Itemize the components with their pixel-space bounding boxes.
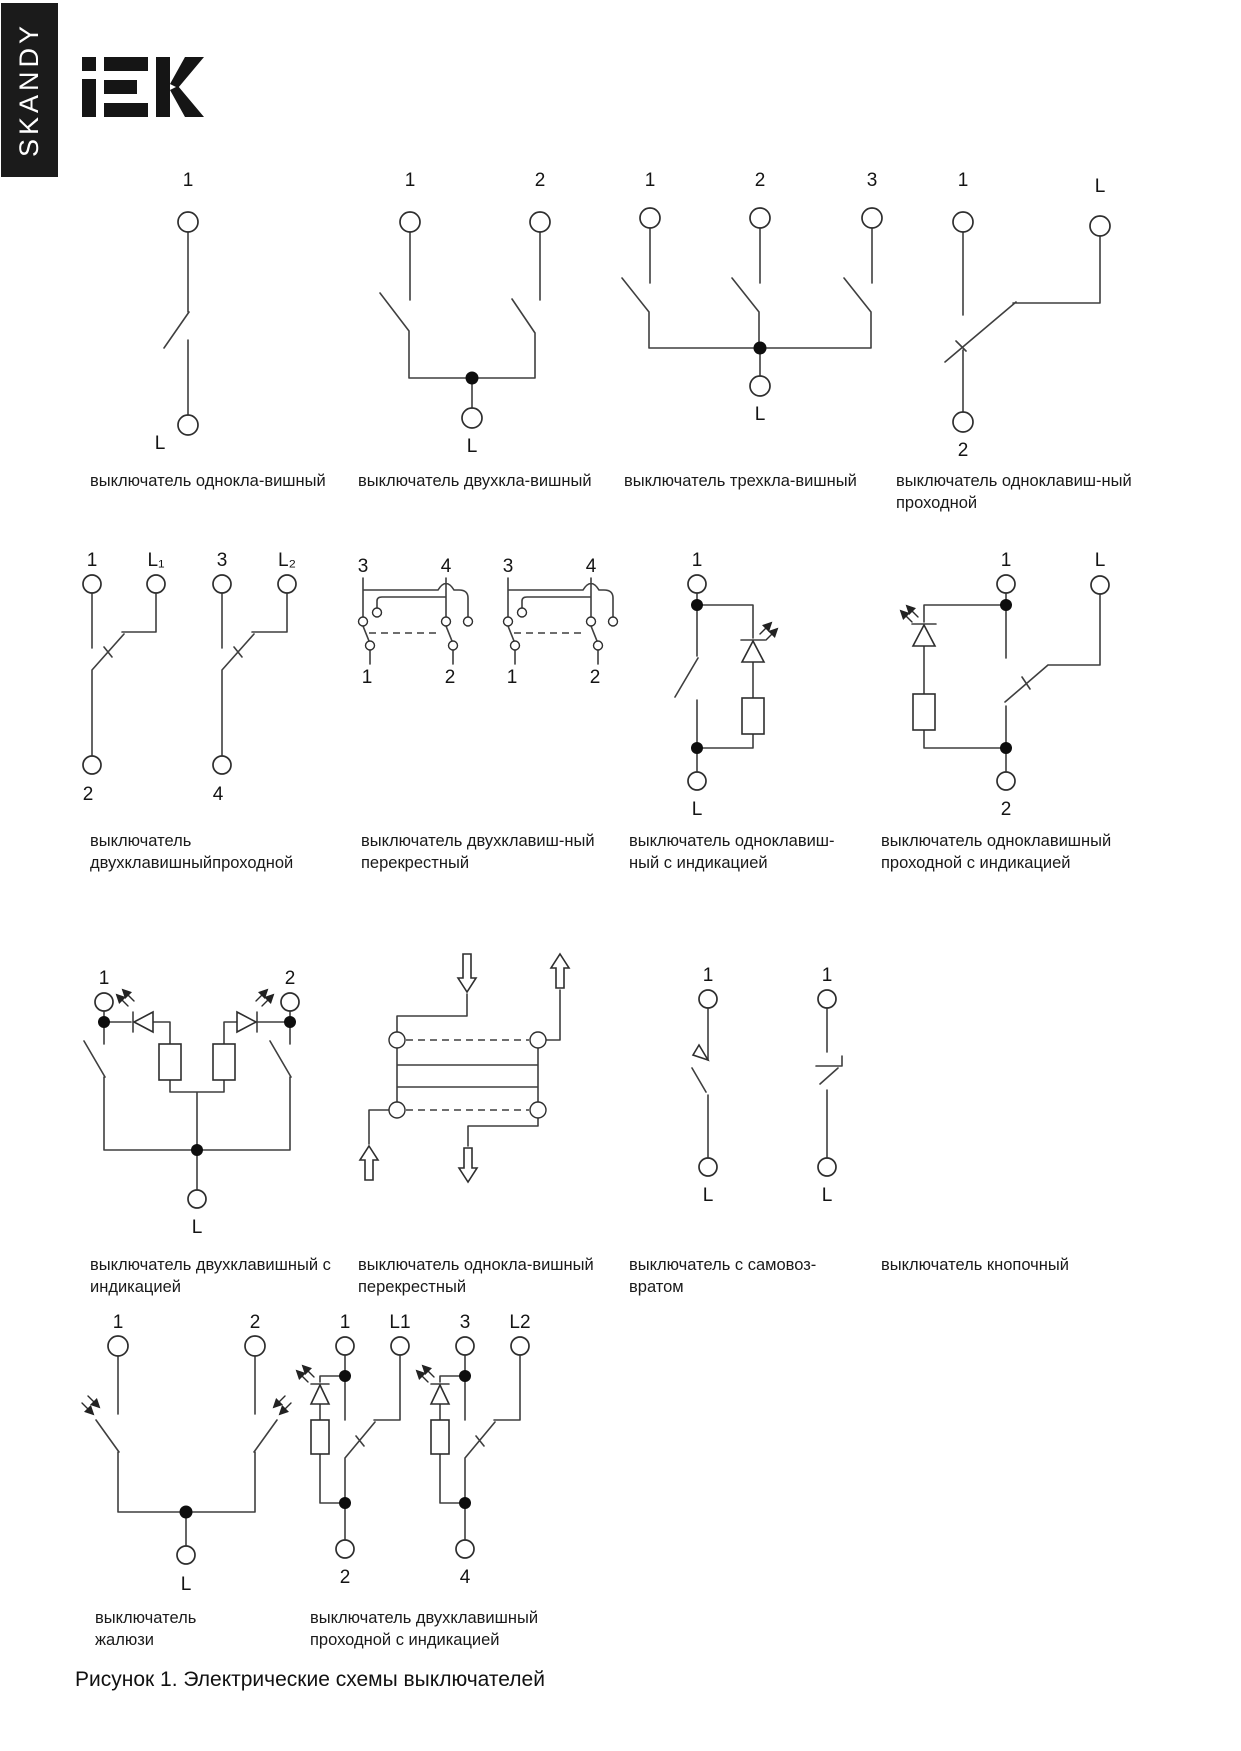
schematic-momentary-switch [692, 965, 717, 1206]
schematic-2-gang-switch [380, 170, 550, 457]
resistor [742, 698, 764, 734]
contact-circle [442, 617, 451, 626]
led-icon [134, 1012, 153, 1032]
contact-circle [366, 641, 375, 650]
caption-line: жалюзи [95, 1631, 154, 1649]
wires [369, 990, 560, 1146]
wires [675, 593, 765, 772]
schematic-1-gang-crossover-switch [360, 954, 569, 1182]
junction-dot [339, 1497, 351, 1509]
caption-line: выключатель однокла-вишный [90, 472, 326, 490]
actuation-arrow-icon [82, 1403, 93, 1414]
diagram-caption [881, 830, 1111, 874]
schematic-2-gang-switch-indicator [84, 968, 299, 1238]
caption-line: выключатель двухклавиш-ный [361, 832, 595, 850]
led-icon [431, 1385, 449, 1404]
terminal-circle [391, 1337, 409, 1355]
caption-line: проходной [896, 494, 978, 512]
wires [508, 578, 613, 664]
terminal-circle [177, 1546, 195, 1564]
caption-line: выключатель двухклавишный [310, 1609, 539, 1627]
terminal-circle [997, 772, 1015, 790]
junction-dot [1000, 742, 1012, 754]
schematic-2-gang-2way-switch-indicator [297, 1312, 531, 1588]
junction-dot [459, 1497, 471, 1509]
terminal-label: L [821, 1185, 833, 1206]
terminal-circle [511, 1337, 529, 1355]
junction-dot [284, 1016, 296, 1028]
resistor [159, 1044, 181, 1080]
caption-line: проходной с индикацией [310, 1631, 500, 1649]
junction-dot [339, 1370, 351, 1382]
diagram-caption [896, 470, 1132, 514]
terminal-circle [83, 575, 101, 593]
caption-line: выключатель [90, 832, 192, 850]
terminal-label: 1 [506, 667, 518, 688]
led-ray-icon [297, 1371, 308, 1382]
caption-line: перекрестный [361, 854, 470, 872]
junction-dot [180, 1506, 193, 1519]
terminal-label: 2 [534, 170, 546, 191]
caption-line: выключатель одноклавишный [881, 832, 1112, 850]
wires [945, 232, 1100, 412]
terminal-circle [1091, 576, 1109, 594]
terminal-circle [400, 212, 420, 232]
terminal-label: 2 [82, 784, 94, 805]
junction-dot [466, 372, 479, 385]
schematic-1-gang-2way-switch [945, 170, 1110, 461]
diagram-caption [361, 830, 595, 874]
caption-line: выключатель одноклавиш- [629, 832, 835, 850]
schematic-2-gang-2way-switch [83, 550, 296, 805]
terminal-label: L [191, 1217, 203, 1238]
resistor [431, 1420, 449, 1454]
terminal-label: 2 [249, 1312, 261, 1333]
caption-line: выключатель однокла-вишный [358, 1256, 594, 1274]
schematic-1-gang-2way-switch-indicator [901, 550, 1109, 820]
terminal-circle [953, 212, 973, 232]
resistor [311, 1420, 329, 1454]
terminal-circle [281, 993, 299, 1011]
caption-line: выключатель двухкла-вишный [358, 472, 592, 490]
contact-circle [530, 1102, 546, 1118]
junction-dot [754, 342, 767, 355]
led-icon [311, 1385, 329, 1404]
terminal-label: L [1094, 550, 1106, 571]
schematic-1-gang-switch [155, 170, 198, 454]
terminal-circle [108, 1336, 128, 1356]
terminal-label: 1 [691, 550, 703, 571]
terminal-circle [688, 772, 706, 790]
terminal-label: 4 [459, 1567, 471, 1588]
caption-line: вратом [629, 1278, 684, 1296]
terminal-label: 1 [957, 170, 969, 191]
diagram-caption [95, 1607, 196, 1651]
wires [622, 228, 872, 376]
terminal-circle [750, 376, 770, 396]
diagram-caption [310, 1607, 538, 1651]
terminal-label: L₁ [147, 550, 165, 571]
terminal-circle [245, 1336, 265, 1356]
diagram-caption [90, 470, 326, 492]
actuation-arrow-icon [88, 1396, 99, 1407]
terminal-label: L [754, 404, 766, 425]
contact-circle [504, 617, 513, 626]
terminal-label: 1 [112, 1312, 124, 1333]
terminal-circle [699, 1158, 717, 1176]
terminal-circle [456, 1540, 474, 1558]
terminal-circle [818, 990, 836, 1008]
caption-line: индикацией [90, 1278, 181, 1296]
terminal-label: 1 [404, 170, 416, 191]
terminal-circle [862, 208, 882, 228]
led-ray-icon [417, 1371, 428, 1382]
terminal-circle [188, 1190, 206, 1208]
led-icon [913, 625, 935, 646]
terminal-label: 4 [212, 784, 224, 805]
resistor [213, 1044, 235, 1080]
led-ray-icon [423, 1366, 434, 1377]
caption-line: выключатель одноклавиш-ный [896, 472, 1132, 490]
schematic-3-gang-switch [622, 170, 882, 425]
terminal-label: L [702, 1185, 714, 1206]
series-name: SKANDY [14, 22, 44, 158]
terminal-label: 4 [585, 556, 597, 577]
junction-dot [98, 1016, 110, 1028]
junction-dot [459, 1370, 471, 1382]
terminal-circle [278, 575, 296, 593]
spring-return-icon [693, 1045, 708, 1060]
terminal-label: 3 [459, 1312, 471, 1333]
terminal-circle [530, 212, 550, 232]
contact-circle [464, 617, 473, 626]
terminal-circle [699, 990, 717, 1008]
wires [816, 1008, 842, 1158]
terminal-circle [213, 756, 231, 774]
caption-line: перекрестный [358, 1278, 467, 1296]
terminal-label: L₂ [278, 550, 296, 571]
led-ray-icon [117, 995, 128, 1006]
terminal-circle [997, 575, 1015, 593]
terminal-label: 1 [702, 965, 714, 986]
led-ray-icon [901, 611, 912, 622]
diagram-caption [358, 1254, 594, 1298]
terminal-label: 1 [361, 667, 373, 688]
actuation-arrow-icon [274, 1396, 285, 1407]
led-ray-icon [907, 606, 918, 617]
led-ray-icon [123, 990, 134, 1001]
junction-dot [191, 1144, 203, 1156]
contact-circle [609, 617, 618, 626]
terminal-label: 1 [182, 170, 194, 191]
wires [692, 1008, 708, 1158]
caption-line: двухклавишныйпроходной [90, 854, 294, 872]
terminal-label: 4 [440, 556, 452, 577]
caption-line: выключатель трехкла-вишный [624, 472, 857, 490]
led-ray-icon [766, 629, 777, 640]
junction-dot [1000, 599, 1012, 611]
wires [92, 593, 287, 756]
terminal-label: 3 [357, 556, 369, 577]
terminal-label: L [691, 799, 703, 820]
terminal-circle [1090, 216, 1110, 236]
diagram-caption [90, 1254, 331, 1298]
caption-line: выключатель с самовоз- [629, 1256, 817, 1274]
terminal-label: 1 [339, 1312, 351, 1333]
terminal-circle [953, 412, 973, 432]
led-icon [237, 1012, 256, 1032]
down-arrow-icon [459, 1148, 477, 1182]
terminal-circle [178, 212, 198, 232]
terminal-label: 2 [754, 170, 766, 191]
led-ray-icon [256, 990, 267, 1001]
mechanical-link [406, 1040, 529, 1110]
contact-circle [587, 617, 596, 626]
terminal-label: 2 [957, 440, 969, 461]
terminal-circle [750, 208, 770, 228]
terminal-circle [83, 756, 101, 774]
terminal-label: 2 [1000, 799, 1012, 820]
contact-circle [449, 641, 458, 650]
led-ray-icon [760, 623, 771, 634]
junction-dot [691, 599, 703, 611]
caption-line: ный с индикацией [629, 854, 768, 872]
resistor [913, 694, 935, 730]
figure-caption: Рисунок 1. Электрические схемы выключателей [75, 1668, 545, 1691]
terminal-label: 1 [644, 170, 656, 191]
terminal-circle [178, 415, 198, 435]
terminal-circle [95, 993, 113, 1011]
terminal-circle [462, 408, 482, 428]
contact-circle [389, 1032, 405, 1048]
up-arrow-icon [551, 954, 569, 988]
contact-circle [518, 608, 527, 617]
terminal-label: L [180, 1574, 192, 1595]
diagram-caption [624, 470, 857, 492]
terminal-label: 2 [444, 667, 456, 688]
actuation-arrow-icon [280, 1403, 291, 1414]
terminal-circle [688, 575, 706, 593]
terminal-label: 1 [86, 550, 98, 571]
terminal-label: L [1094, 176, 1106, 197]
terminal-circle [336, 1337, 354, 1355]
terminal-label: 1 [1000, 550, 1012, 571]
terminal-label: 2 [339, 1567, 351, 1588]
schematic-1-gang-switch-indicator [675, 550, 777, 820]
caption-line: выключатель [95, 1609, 197, 1627]
terminal-label: L2 [509, 1312, 531, 1333]
contact-circle [359, 617, 368, 626]
terminal-label: 3 [502, 556, 514, 577]
contact-circle [511, 641, 520, 650]
terminal-circle [147, 575, 165, 593]
terminal-label: 1 [821, 965, 833, 986]
down-arrow-icon [458, 954, 476, 992]
caption-line: проходной с индикацией [881, 854, 1071, 872]
contact-circle [389, 1102, 405, 1118]
terminal-label: 1 [98, 968, 110, 989]
terminal-label: 3 [866, 170, 878, 191]
terminal-label: 3 [216, 550, 228, 571]
terminal-label: 2 [284, 968, 296, 989]
terminal-label: L1 [389, 1312, 411, 1333]
led-icon [742, 641, 764, 662]
junction-dot [691, 742, 703, 754]
terminal-label: 2 [589, 667, 601, 688]
wires [363, 578, 468, 664]
contact-circle [373, 608, 382, 617]
contact-circle [594, 641, 603, 650]
caption-line: выключатель двухклавишный с [90, 1256, 331, 1274]
schematic-push-button-switch [816, 965, 842, 1206]
wires [164, 232, 189, 415]
up-arrow-icon [360, 1146, 378, 1180]
diagram-caption [90, 830, 293, 874]
caption-line: выключатель кнопочный [881, 1256, 1069, 1274]
terminal-circle [640, 208, 660, 228]
wires [84, 1011, 291, 1190]
diagram-caption [629, 1254, 816, 1298]
terminal-circle [818, 1158, 836, 1176]
diagram-caption [358, 470, 592, 492]
contact-circle [530, 1032, 546, 1048]
schematic-2-gang-crossover-switch [358, 556, 618, 688]
wires [380, 232, 540, 408]
led-ray-icon [303, 1366, 314, 1377]
led-ray-icon [262, 995, 273, 1006]
terminal-circle [456, 1337, 474, 1355]
terminal-label: L [466, 436, 478, 457]
diagram-caption [881, 1254, 1069, 1276]
terminal-label: L [154, 433, 166, 454]
diagram-caption [629, 830, 835, 874]
terminal-circle [213, 575, 231, 593]
schematic-shutter-switch [82, 1312, 291, 1595]
terminal-circle [336, 1540, 354, 1558]
